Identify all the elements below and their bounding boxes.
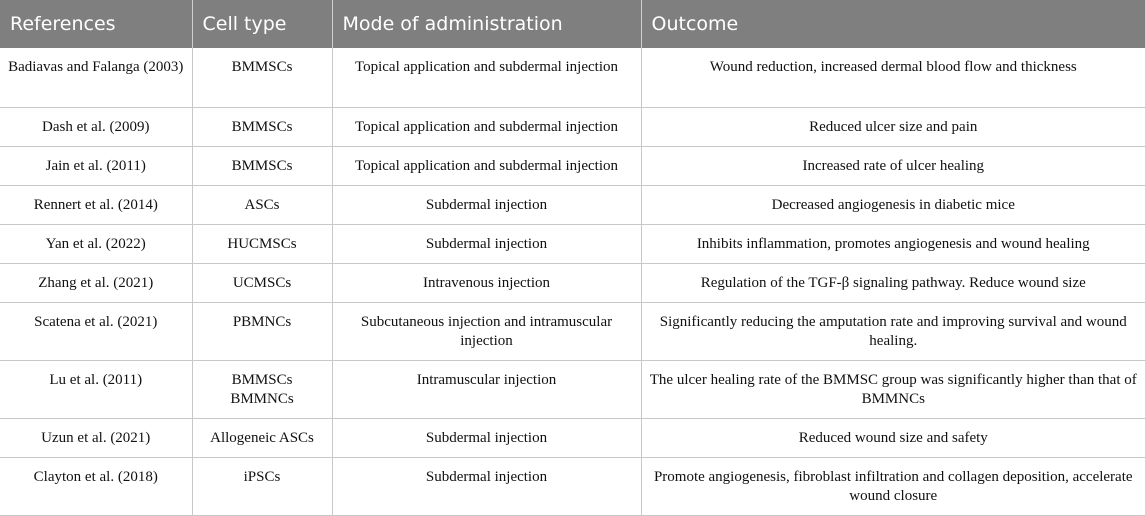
table-row (0, 224, 1145, 263)
header-cell-type: Cell type (192, 0, 332, 48)
cell-mode: Subdermal injection (332, 418, 641, 457)
cell-reference: Zhang et al. (2021) (0, 263, 192, 302)
cell-outcome: Reduced ulcer size and pain (641, 107, 1145, 146)
table-row (0, 107, 1145, 146)
table-body (0, 48, 1145, 515)
cell-mode: Topical application and subdermal injection (332, 48, 641, 107)
cell-cell-type: iPSCs (192, 457, 332, 515)
cell-outcome: Promote angiogenesis, fibroblast infiltration and collagen deposition, accelerate wound closure (641, 457, 1145, 515)
cell-mode: Topical application and subdermal injection (332, 107, 641, 146)
table-row (0, 263, 1145, 302)
cell-reference: Badiavas and Falanga (2003) (0, 48, 192, 107)
cell-cell-type: BMMSCs (192, 146, 332, 185)
cell-outcome: Reduced wound size and safety (641, 418, 1145, 457)
cell-outcome: Wound reduction, increased dermal blood flow and thickness (641, 48, 1145, 107)
cell-mode: Subdermal injection (332, 224, 641, 263)
cell-outcome: Inhibits inflammation, promotes angiogenesis and wound healing (641, 224, 1145, 263)
cell-mode: Intramuscular injection (332, 360, 641, 418)
cell-reference: Jain et al. (2011) (0, 146, 192, 185)
table-header (0, 0, 1145, 48)
header-mode-of-administration: Mode of administration (332, 0, 641, 48)
cell-reference: Scatena et al. (2021) (0, 302, 192, 360)
cell-cell-type: PBMNCs (192, 302, 332, 360)
cell-cell-type: HUCMSCs (192, 224, 332, 263)
table-row (0, 457, 1145, 515)
cell-mode: Subdermal injection (332, 457, 641, 515)
cell-mode: Subdermal injection (332, 185, 641, 224)
cell-mode: Intravenous injection (332, 263, 641, 302)
cell-mode: Subcutaneous injection and intramuscular injection (332, 302, 641, 360)
cell-cell-type: UCMSCs (192, 263, 332, 302)
cell-outcome: The ulcer healing rate of the BMMSC group was significantly higher than that of BMMNCs (641, 360, 1145, 418)
cell-outcome: Significantly reducing the amputation rate and improving survival and wound healing. (641, 302, 1145, 360)
cell-reference: Uzun et al. (2021) (0, 418, 192, 457)
table-row (0, 418, 1145, 457)
cell-reference: Yan et al. (2022) (0, 224, 192, 263)
table-row (0, 48, 1145, 107)
cell-cell-type: BMMSCs BMMNCs (192, 360, 332, 418)
cell-mode: Topical application and subdermal injection (332, 146, 641, 185)
cell-cell-type: ASCs (192, 185, 332, 224)
cell-reference: Clayton et al. (2018) (0, 457, 192, 515)
cell-outcome: Regulation of the TGF-β signaling pathway. Reduce wound size (641, 263, 1145, 302)
table-row (0, 146, 1145, 185)
cell-reference: Lu et al. (2011) (0, 360, 192, 418)
header-row (0, 0, 1145, 48)
cell-reference: Dash et al. (2009) (0, 107, 192, 146)
cell-outcome: Increased rate of ulcer healing (641, 146, 1145, 185)
header-outcome: Outcome (641, 0, 1145, 48)
cell-cell-type: BMMSCs (192, 107, 332, 146)
cell-cell-type: Allogeneic ASCs (192, 418, 332, 457)
cell-cell-type: BMMSCs (192, 48, 332, 107)
table-row (0, 360, 1145, 418)
table-row (0, 185, 1145, 224)
cell-outcome: Decreased angiogenesis in diabetic mice (641, 185, 1145, 224)
table-row (0, 302, 1145, 360)
header-references: References (0, 0, 192, 48)
cell-reference: Rennert et al. (2014) (0, 185, 192, 224)
